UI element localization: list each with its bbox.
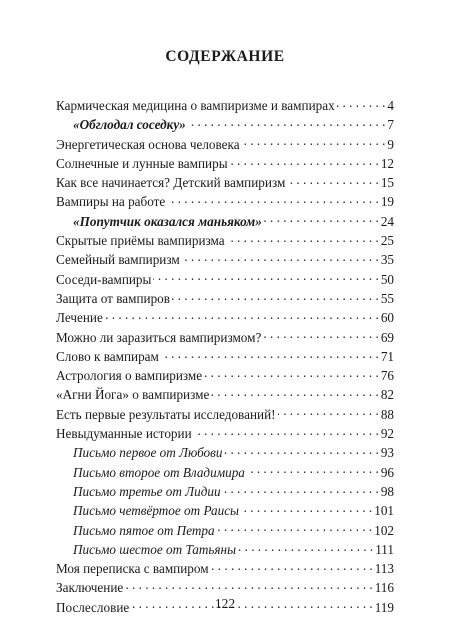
toc-entry-page: 7 [387, 117, 394, 133]
toc-entry-page: 92 [380, 426, 394, 442]
toc-entry [56, 308, 394, 327]
toc-entry-title: Письмо шестое от Татьяны [73, 541, 237, 557]
toc-entry [56, 405, 394, 424]
toc-dot-leader [227, 232, 379, 245]
toc-entry [56, 366, 394, 385]
toc-entry-page: 116 [374, 580, 394, 596]
toc-entry-title: Письмо первое от Любови [73, 445, 223, 461]
toc-entry-title: «Обглодал соседку» [73, 117, 186, 133]
toc-dot-leader [194, 425, 379, 438]
toc-dot-leader [172, 290, 379, 303]
toc-entry [56, 154, 394, 173]
toc-dot-leader [230, 155, 379, 168]
toc-entry-page: 93 [380, 445, 394, 461]
toc-entry-page: 15 [380, 175, 394, 191]
toc-dot-leader [167, 193, 379, 206]
toc-dot-leader [337, 97, 386, 110]
toc-dot-leader [105, 309, 379, 322]
toc-entry-title: Скрытые приёмы вампиризма [56, 233, 225, 249]
toc-dot-leader [224, 444, 378, 457]
toc-dot-leader [211, 560, 373, 573]
toc-entry [56, 250, 394, 269]
toc-entry-title: Письмо пятое от Петра [73, 522, 215, 538]
toc-entry-title: Соседи-вампиры [56, 271, 152, 287]
toc-entry-page: 111 [375, 541, 394, 557]
toc-entry-page: 19 [380, 194, 394, 210]
page-number: 122 [214, 596, 236, 611]
toc-entry-page: 71 [380, 348, 394, 364]
toc-dot-leader [287, 174, 378, 187]
toc-dot-leader [247, 463, 379, 476]
toc-entry-title: «Попутчик оказался маньяком» [73, 213, 262, 229]
toc-entry-title: Солнечные и лунные вампиры [56, 155, 228, 171]
toc-entry-page: 25 [380, 233, 394, 249]
toc-dot-leader [241, 502, 372, 515]
toc-entry [56, 385, 394, 404]
toc-entry-page: 69 [380, 329, 394, 345]
toc-dot-leader [153, 270, 378, 283]
toc-entry [56, 270, 394, 289]
toc-dot-leader [125, 579, 372, 592]
toc-dot-leader [264, 213, 379, 226]
toc-entry-title: Как все начинается? Детский вампиризм [56, 175, 286, 191]
toc-entry [56, 463, 394, 482]
toc-entry [56, 443, 394, 462]
toc-entry-title: Вампиры на работе [56, 194, 166, 210]
toc-dot-leader [204, 367, 379, 380]
toc-entry [56, 231, 394, 250]
toc-entry-page: 12 [380, 155, 394, 171]
toc-entry-title: Можно ли заразиться вампиризмом? [56, 329, 262, 345]
toc-entry-title: Энергетическая основа человека [56, 136, 240, 152]
toc-entry [56, 578, 394, 597]
toc-entry [56, 289, 394, 308]
toc-heading: СОДЕРЖАНИЕ [165, 48, 285, 65]
toc-dot-leader [161, 348, 379, 361]
toc-entry [56, 347, 394, 366]
toc-entry-page: 76 [380, 368, 394, 384]
toc-entry-page: 98 [380, 483, 394, 499]
toc-entry-page: 50 [380, 271, 394, 287]
toc-entry [56, 115, 394, 134]
toc-entry-title: Есть первые результаты исследований! [56, 406, 276, 422]
toc-entry [56, 96, 394, 115]
toc-entry-page: 96 [380, 464, 394, 480]
toc-entry-page: 119 [374, 599, 394, 615]
toc-entry-page: 4 [387, 98, 394, 113]
toc-entry [56, 521, 394, 540]
toc-entry [56, 212, 394, 231]
toc-entry-page: 82 [380, 387, 394, 403]
toc-dot-leader [211, 386, 378, 399]
toc-entry-title: Слово к вампирам [56, 348, 159, 364]
table-of-contents [56, 96, 394, 617]
toc-entry-title: Заключение [56, 580, 124, 596]
toc-entry [56, 424, 394, 443]
toc-entry-title: Письмо второе от Владимира [73, 464, 245, 480]
toc-entry-page: 113 [374, 561, 394, 577]
toc-entry-page: 88 [380, 406, 394, 422]
toc-dot-leader [242, 135, 386, 148]
toc-dot-leader [217, 521, 373, 534]
toc-entry-title: Астрология о вампиризме [56, 368, 203, 384]
toc-dot-leader [278, 406, 379, 419]
toc-dot-leader [182, 251, 379, 264]
toc-dot-leader [188, 116, 386, 129]
toc-entry-page: 35 [380, 252, 394, 268]
toc-entry-title: Семейный вампиризм [56, 252, 180, 268]
toc-entry-page: 101 [374, 503, 394, 519]
toc-entry [56, 482, 394, 501]
toc-entry [56, 192, 394, 211]
toc-entry [56, 328, 394, 347]
toc-entry [56, 501, 394, 520]
toc-entry-title: Кармическая медицина о вампиризме и вампирах [56, 98, 335, 113]
toc-entry-title: Лечение [56, 310, 103, 326]
toc-dot-leader [263, 328, 378, 341]
toc-entry [56, 540, 394, 559]
toc-entry [56, 559, 394, 578]
toc-entry-title: Невыдуманные истории [56, 426, 192, 442]
toc-entry-title: Послесловие [56, 599, 130, 615]
toc-entry-title: «Агни Йога» о вампиризме [56, 387, 210, 403]
toc-entry-page: 60 [380, 310, 394, 326]
toc-entry-page: 55 [380, 290, 394, 306]
toc-entry-title: Письмо третье от Лидии [73, 483, 221, 499]
toc-entry-title: Защита от вампиров [56, 290, 171, 306]
toc-entry-page: 102 [374, 522, 394, 538]
toc-dot-leader [223, 483, 379, 496]
toc-entry-title: Моя переписка с вампиром [56, 561, 209, 577]
toc-entry [56, 173, 394, 192]
toc-entry-page: 9 [387, 136, 394, 152]
toc-dot-leader [238, 541, 373, 554]
toc-entry [56, 135, 394, 154]
toc-entry-page: 24 [380, 213, 394, 229]
toc-entry-title: Письмо четвёртое от Раисы [73, 503, 239, 519]
